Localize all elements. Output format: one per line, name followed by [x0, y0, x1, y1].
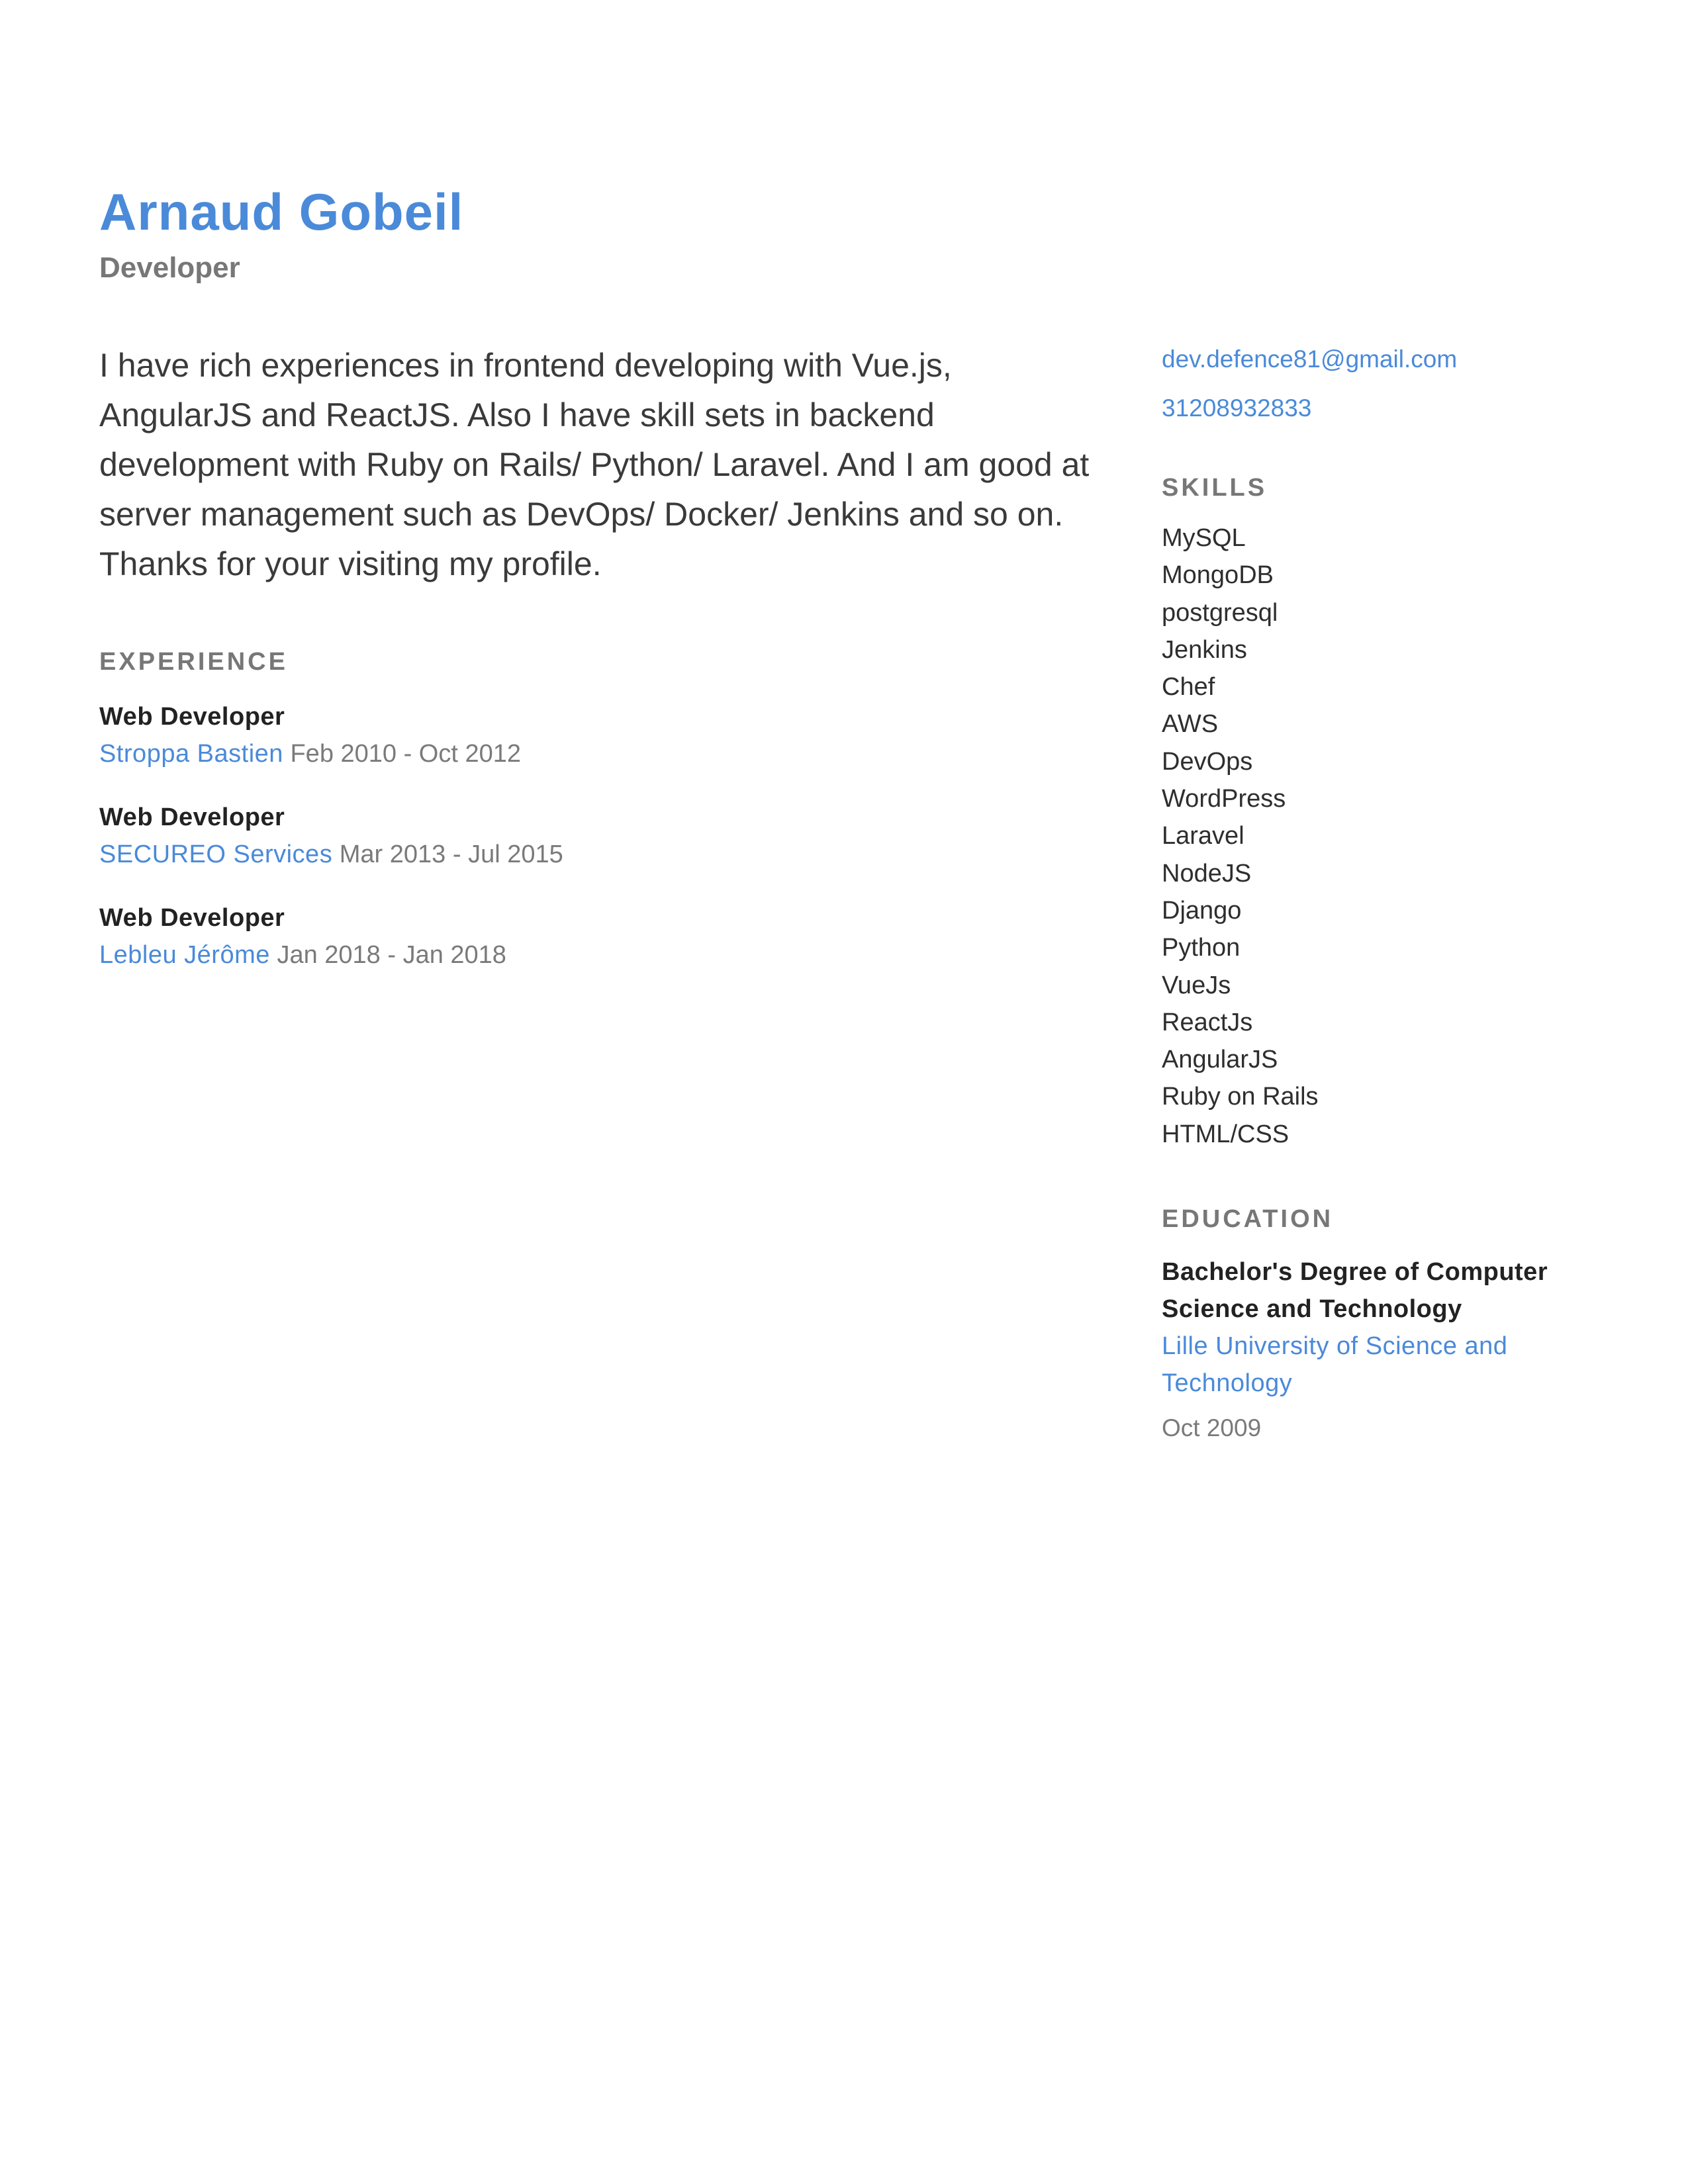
skill-item: DevOps: [1162, 747, 1253, 776]
experience-item: [99, 799, 1092, 873]
skill-item: Jenkins: [1162, 635, 1247, 664]
skills-list: [1162, 520, 1599, 1153]
job-details: [99, 836, 1092, 873]
phone-link[interactable]: 31208932833: [1162, 394, 1312, 422]
sidebar-column: [1162, 341, 1599, 1447]
job-dates: Mar 2013 - Jul 2015: [339, 841, 563, 868]
education-section-title: EDUCATION: [1162, 1205, 1334, 1234]
skill-item: Laravel: [1162, 822, 1244, 850]
main-column: [99, 341, 1092, 974]
skills-section-title: SKILLS: [1162, 474, 1268, 502]
skill-item: Ruby on Rails: [1162, 1083, 1319, 1111]
experience-item: [99, 698, 1092, 772]
job-dates: Jan 2018 - Jan 2018: [277, 941, 506, 969]
job-title: Web Developer: [99, 803, 285, 831]
job-details: [99, 735, 1092, 772]
skill-item: AWS: [1162, 710, 1219, 739]
skill-item: HTML/CSS: [1162, 1120, 1289, 1148]
skill-item: NodeJS: [1162, 859, 1252, 887]
education-date: Oct 2009: [1162, 1414, 1262, 1442]
skill-item: AngularJS: [1162, 1046, 1278, 1074]
resume-header: [99, 179, 1092, 291]
experience-section-title: EXPERIENCE: [99, 648, 288, 676]
skill-item: Chef: [1162, 673, 1215, 702]
degree-name: Bachelor's Degree of Computer Science and Technology: [1162, 1258, 1548, 1324]
skill-item: Python: [1162, 934, 1241, 962]
job-dates: Feb 2010 - Oct 2012: [290, 740, 522, 768]
school-name: Lille University of Science and Technology: [1162, 1332, 1508, 1398]
skill-item: MongoDB: [1162, 561, 1274, 590]
job-details: [99, 936, 1092, 974]
skill-item: postgresql: [1162, 598, 1278, 627]
skill-item: Django: [1162, 896, 1242, 925]
profile-summary: I have rich experiences in frontend developing with Vue.js, AngularJS and ReactJS. Also I have skill sets in backend development with Ruby on Rails/ Python/ Laravel. And I am good at server management such as DevOps/ Docker/ Jenkins and so on. Thanks for your visiting my profile.: [99, 347, 1090, 582]
person-role: Developer: [99, 251, 240, 284]
email-link[interactable]: dev.defence81@gmail.com: [1162, 345, 1458, 373]
company-name: SECUREO Services: [99, 841, 333, 868]
skill-item: MySQL: [1162, 524, 1246, 552]
person-name: Arnaud Gobeil: [99, 183, 464, 241]
job-title: Web Developer: [99, 904, 285, 932]
skill-item: ReactJs: [1162, 1008, 1253, 1036]
company-name: Lebleu Jérôme: [99, 941, 270, 969]
skill-item: VueJs: [1162, 971, 1231, 999]
experience-item: [99, 899, 1092, 974]
job-title: Web Developer: [99, 703, 285, 731]
company-name: Stroppa Bastien: [99, 740, 283, 768]
skill-item: WordPress: [1162, 785, 1286, 813]
